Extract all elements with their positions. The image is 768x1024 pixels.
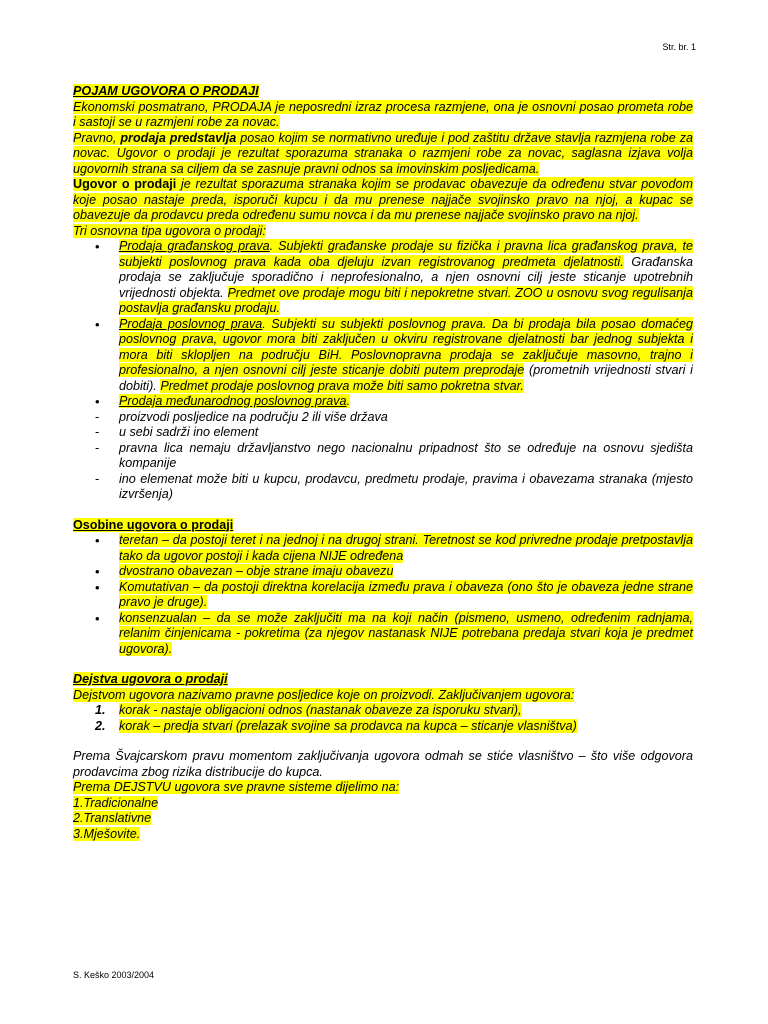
item-text: dvostrano obavezan – obje strane imaju obavezu bbox=[119, 564, 394, 578]
system-item: 1.Tradicionalne bbox=[73, 795, 159, 810]
step-text: korak – predja stvari (prelazak svojine sa prodavca na kupca – sticanje vlasništva) bbox=[119, 718, 577, 733]
page-number: Str. br. 1 bbox=[662, 42, 696, 52]
type-text: (prometnih vrijednosti stvari i dobiti). bbox=[119, 363, 693, 393]
list-item bbox=[73, 719, 693, 735]
step-number: 1. bbox=[95, 703, 106, 717]
list-item: - pravna lica nemaju državljanstvo nego nacionalnu pripadnost što se određuje na osnovu sjedišta kompanije bbox=[73, 441, 693, 472]
section-title-osobine: Osobine ugovora o prodaji bbox=[73, 517, 234, 532]
paragraph-legal-a: Pravno, bbox=[73, 130, 121, 145]
dejstva-intro: Dejstvom ugovora nazivamo pravne posljedice koje on proizvodi. Zaključivanjem ugovora: bbox=[73, 687, 575, 702]
paragraph-legal-c: posao kojim se normativno uređuje i pod zaštitu države stavlja razmjena robe za novac. Ugovor o prodaji je rezultat sporazuma stranaka o razmjeni robe za novac, saglasna izjava volja ugovornih strana sa ciljem da se zasnuje pravni odnos sa imovinskim posljedicama. bbox=[73, 130, 693, 176]
list-item bbox=[73, 533, 693, 564]
list-item bbox=[73, 239, 693, 317]
list-item: - u sebi sadrži ino element bbox=[73, 425, 693, 441]
list-item bbox=[73, 611, 693, 658]
list-item bbox=[73, 564, 693, 580]
type-name: Prodaja građanskog prava bbox=[119, 239, 270, 253]
system-item: 3.Mješovite. bbox=[73, 826, 141, 841]
paragraph-definition: je rezultat sporazuma stranaka kojim se prodavac obavezuje da određenu stvar povodom koje posao nastaje preda, isporuči kupcu i da mu prenese najjače svojinsko pravo na njoj, a kupac se obavezuje da prodavcu preda određenu sumu novca i da mu prenese najjače svojinsko pravo na njoj. bbox=[73, 177, 694, 222]
type-text: Predmet ove prodaje mogu biti i nepokretne stvari. ZOO u osnovu svog regulisanja postavlja građansku prodaju. bbox=[119, 285, 693, 315]
list-item bbox=[73, 394, 693, 410]
osobine-list bbox=[73, 533, 693, 657]
item-text: konsenzualan – da se može zaključiti ma na koji način (pismeno, usmeno, određenim radnjama, relanim činjenicama - pokretima (za njegov nastanask NIJE potrebana predaja stvari koja je predmet ugovora). bbox=[119, 610, 693, 656]
dejstva-steps bbox=[73, 703, 693, 734]
type-name: Prodaja međunarodnog poslovnog prava bbox=[119, 394, 347, 408]
item-text: teretan – da postoji teret i na jednoj i na drugoj strani. Teretnost se kod privredne prodaje pretpostavlja tako da ugovor postoji i kada cijena NIJE određena bbox=[119, 533, 693, 563]
paragraph-legal-bold: prodaja predstavlja bbox=[120, 130, 237, 145]
type-text: . bbox=[346, 394, 351, 408]
list-item bbox=[73, 317, 693, 395]
system-item: 2.Translativne bbox=[73, 811, 152, 825]
footer-author: S. Keško 2003/2004 bbox=[73, 970, 155, 980]
list-item: - ino elemenat može biti u kupcu, prodavcu, predmetu prodaje, pravima i obavezama stranaka (mjesto izvršenja) bbox=[73, 472, 693, 503]
list-item bbox=[73, 580, 693, 611]
step-number: 2. bbox=[95, 718, 106, 733]
type-text: Građanska prodaja se zaključuje sporadično i neprofesionalno, a njen osnovni cilj jeste sticanje upotrebnih vrijednosti objekta. bbox=[119, 254, 693, 300]
swiss-paragraph: Prema Švajcarskom pravu momentom zaključivanja ugovora odmah se stiće vlasništvo – što više odgovora prodavcima zbog rizika distribucije do kupca. bbox=[73, 749, 693, 779]
intl-list bbox=[73, 410, 693, 503]
paragraph-economic: Ekonomski posmatrano, PRODAJA je neposredni izraz procesa razmjene, ona je osnovni posao prometa robe i sastoji se u razmjeni robe za novac. bbox=[73, 99, 693, 129]
type-text: . Subjekti su subjekti poslovnog prava. Da bi prodaja bila posao domaćeg poslovnog prava, ugovor mora biti zaključen u okviru registrovane djelatnosti bar jednog subjekta i mora biti sklopljen na području BiH. Poslovnopravna prodaja se zaključuje masovno, trajno i profesionalno, a njen osnovni cilj jeste sticanje dobiti putem preprodaje bbox=[119, 316, 693, 377]
section-title-dejstva: Dejstva ugovora o prodaji bbox=[73, 672, 228, 686]
document-body bbox=[73, 84, 693, 842]
type-text: Predmet prodaje poslovnog prava može biti samo pokretna stvar. bbox=[160, 378, 524, 393]
type-text: . Subjekti građanske prodaje su fizička i pravna lica građanskog prava, te subjekti poslovnog prava kada oba djeluju izvan registrovanog predmeta djelatnosti. bbox=[119, 239, 693, 269]
systems-intro: Prema DEJSTVU ugovora sve pravne sisteme dijelimo na: bbox=[73, 780, 400, 794]
types-list bbox=[73, 239, 693, 410]
step-text: korak - nastaje obligacioni odnos (nastanak obaveze za isporuku stvari), bbox=[119, 703, 522, 717]
type-name: Prodaja poslovnog prava bbox=[119, 316, 263, 331]
list-item: - proizvodi posljedice na području 2 ili više država bbox=[73, 410, 693, 426]
paragraph-definition-bold: Ugovor o prodaji bbox=[73, 177, 177, 191]
item-text: Komutativan – da postoji direktna korelacija između prava i obaveza (ono što je obaveza jedne strane pravo je druge). bbox=[119, 579, 693, 609]
section-title-pojam: POJAM UGOVORA O PRODAJI bbox=[73, 84, 259, 98]
types-intro: Tri osnovna tipa ugovora o prodaji: bbox=[73, 223, 266, 238]
list-item bbox=[73, 703, 693, 719]
